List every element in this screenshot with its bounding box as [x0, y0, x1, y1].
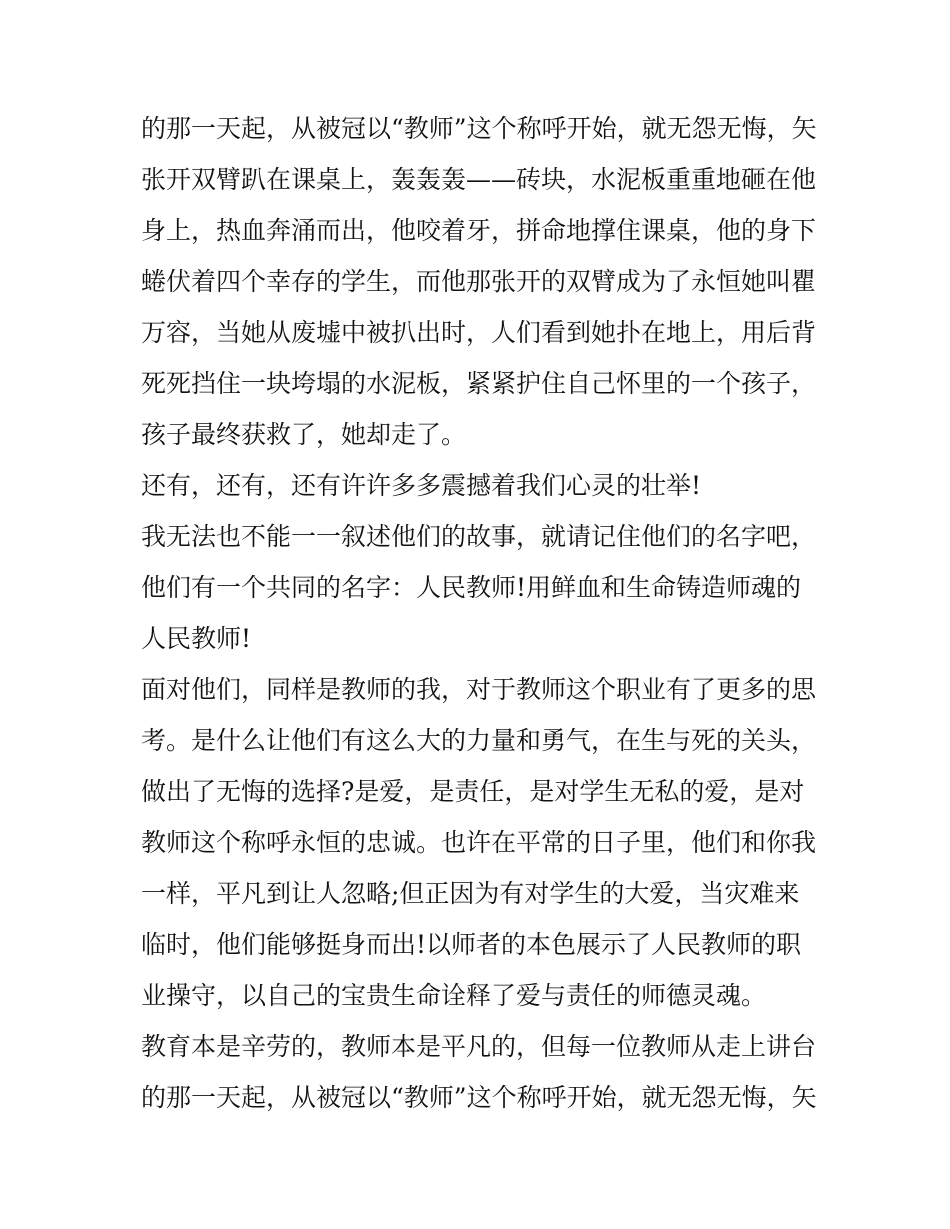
text-line: 考。是什么让他们有这么大的力量和勇气，在生与死的关头，	[141, 726, 817, 755]
text-line: 教育本是辛劳的，教师本是平凡的，但每一位教师从走上讲台	[141, 1032, 817, 1061]
text-line: 蜷伏着四个幸存的学生，而他那张开的双臂成为了永恒她叫瞿	[141, 267, 817, 296]
text-line: 他们有一个共同的名字：人民教师!用鲜血和生命铸造师魂的	[141, 573, 802, 602]
text-line: 教师这个称呼永恒的忠诚。也许在平常的日子里，他们和你我	[141, 828, 817, 857]
text-line: 人民教师!	[141, 624, 252, 653]
text-line: 孩子最终获救了，她却走了。	[141, 420, 467, 449]
text-line: 面对他们，同样是教师的我，对于教师这个职业有了更多的思	[141, 675, 817, 704]
text-line: 万容，当她从废墟中被扒出时，人们看到她扑在地上，用后背	[141, 318, 817, 347]
text-line: 做出了无悔的选择?是爱，是责任，是对学生无私的爱，是对	[141, 777, 805, 806]
text-line: 还有，还有，还有许许多多震撼着我们心灵的壮举!	[141, 471, 702, 500]
text-line: 我无法也不能一一叙述他们的故事，就请记住他们的名字吧，	[141, 522, 817, 551]
text-line: 一样，平凡到让人忽略;但正因为有对学生的大爱，当灾难来	[141, 879, 800, 908]
text-line: 业操守，以自己的宝贵生命诠释了爱与责任的师德灵魂。	[141, 981, 767, 1010]
text-line: 身上，热血奔涌而出，他咬着牙，拼命地撑住课桌，他的身下	[141, 216, 817, 245]
text-line: 临时，他们能够挺身而出!以师者的本色展示了人民教师的职	[141, 930, 802, 959]
text-line: 死死挡住一块垮塌的水泥板，紧紧护住自己怀里的一个孩子，	[141, 369, 817, 398]
text-line: 的那一天起，从被冠以“教师”这个称呼开始，就无怨无悔，矢	[141, 114, 817, 143]
text-line: 的那一天起，从被冠以“教师”这个称呼开始，就无怨无悔，矢	[141, 1083, 817, 1112]
text-line: 张开双臂趴在课桌上，轰轰轰——砖块，水泥板重重地砸在他	[141, 165, 817, 194]
